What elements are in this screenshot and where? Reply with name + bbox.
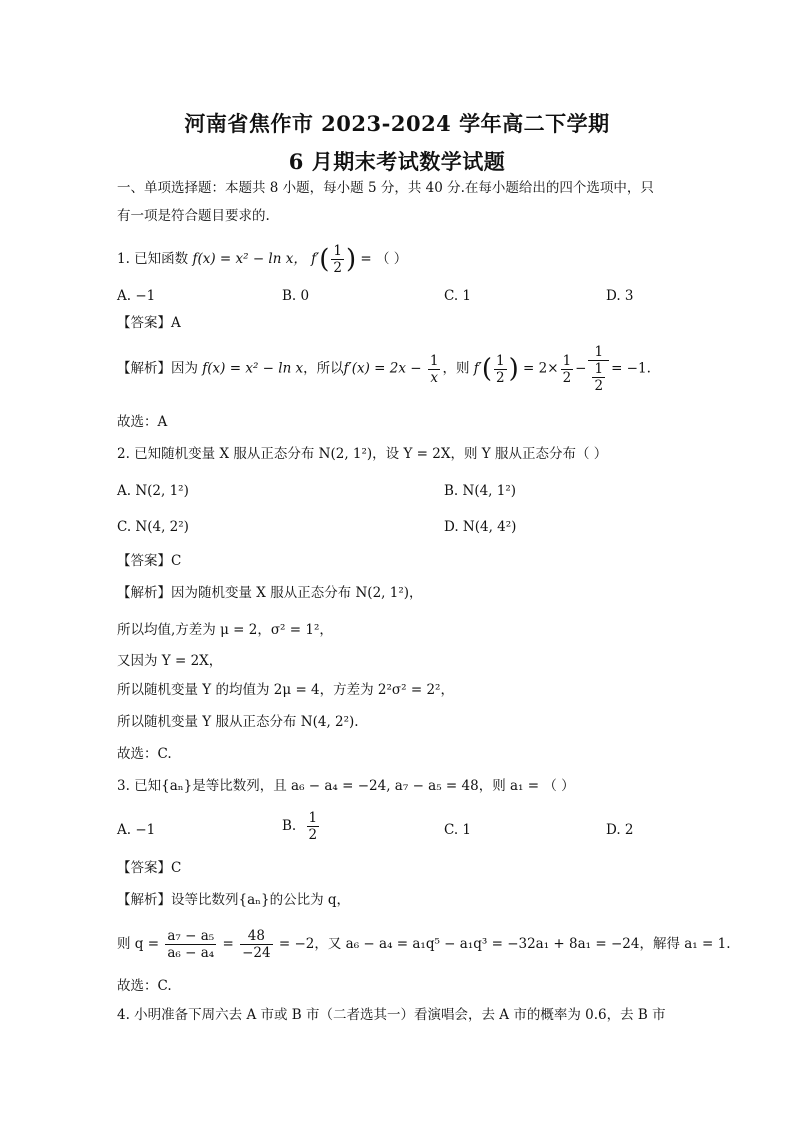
q3-ratio-fraction [165,928,216,961]
q3-analysis-1: 【解析】设等比数列{aₙ}的公比为 q， [117,892,350,908]
fraction-denominator: 2 [308,827,318,843]
q1-stem-pre: 1. 已知函数 [117,251,189,267]
fraction-denominator: 2 [333,260,342,276]
q1-result-a: = 2× [523,360,559,377]
paren-right: ) [508,354,519,384]
q1-result-b: − [575,360,587,377]
q1-analysis-then: ，则 [442,360,470,377]
page-title: 河南省焦作市 2023-2024 学年高二下学期 [184,111,610,136]
paren-left: ( [319,244,330,275]
q3-option-b-fraction [307,810,320,843]
fraction-numerator: 1 [588,344,609,361]
q3-option-d: D. 2 [606,822,634,838]
q2-option-b: B. N(4, 1²) [444,483,517,499]
q4-stem: 4. 小明准备下周六去 A 市或 B 市（二者选其一）看演唱会，去 A 市的概率为 0.6，去 B 市 [117,1007,666,1023]
q3-option-b-label: B. [282,818,297,834]
q3-stem: 3. 已知{aₙ}是等比数列，且 a₆ − a₄ = −24, a₇ − a₅ = 48，则 a₁ = （ ） [117,778,575,794]
inner-fraction [592,361,605,394]
q1-result-c: = −1. [611,360,651,377]
q2-answer: 【答案】C [117,553,182,569]
q1-analysis-fp2: f′ [473,360,482,377]
fraction-numerator: 1 [562,352,572,369]
q2-option-d: D. N(4, 4²) [444,519,517,535]
q3-option-b [282,810,321,843]
q3-analysis-2-post: = −2，又 a₆ − a₄ = a₁q⁵ − a₁q³ = −32a₁ + 8a₁ = −24，解得 a₁ = 1. [278,936,731,952]
q2-option-c: C. N(4, 2²) [117,519,189,535]
paren-right: ) [345,244,357,275]
fraction-numerator: 1 [308,810,318,826]
fraction-numerator: 1 [333,243,342,259]
q3-value-fraction [240,928,273,961]
q1-choose: 故选：A [117,414,168,430]
q1-answer: 【答案】A [117,315,181,331]
q1-analysis-fraction [428,353,441,386]
q1-option-c: C. 1 [444,288,472,304]
fraction-numerator: 1 [496,352,505,369]
q2-stem: 2. 已知随机变量 X 服从正态分布 N(2, 1²)，设 Y = 2X，则 Y 服从正态分布（ ） [117,446,608,462]
q2-option-a: A. N(2, 1²) [117,483,189,499]
q1-nested-fraction [588,344,609,394]
q2-analysis-4: 所以随机变量 Y 的均值为 2μ = 4，方差为 2²σ² = 2²， [117,682,454,698]
q1-analysis-fx: f(x) = x² − ln x [202,360,304,377]
fraction-numerator: 1 [429,352,439,369]
q3-analysis-2-pre: 则 q = [117,936,160,952]
q2-analysis-3: 又因为 Y = 2X， [117,653,223,669]
q3-equals: = [222,936,234,952]
q1-analysis-fp: f′(x) = 2x − [343,360,422,377]
q1-stem-post: = （ ） [360,251,408,267]
q1-analysis-pre: 【解析】因为 [117,360,198,377]
fraction-denominator: 2 [562,369,572,386]
q1-half-fraction-2 [561,353,574,386]
fraction-numerator: a₇ − a₅ [167,928,215,944]
fraction-denominator: a₆ − a₄ [167,945,215,961]
q1-option-b: B. 0 [282,288,310,304]
fraction-denominator: 2 [496,369,505,386]
q1-stem-fp: f′ [311,251,320,267]
q1-stem [117,243,407,276]
q2-analysis-2: 所以均值,方差为 μ = 2，σ² = 1²， [117,622,333,638]
q1-analysis [117,344,651,394]
fraction-numerator: 1 [594,361,604,377]
q1-analysis-mid: ，所以 [303,360,344,377]
section-instructions: 一、单项选择题：本题共 8 小题，每小题 5 分，共 40 分.在每小题给出的四个选项中，只 [117,180,654,196]
paren-left: ( [481,354,492,384]
q1-half-fraction [494,353,507,386]
q1-stem-fx: f(x) = x² − ln x， [192,251,307,267]
page-subtitle: 6 月期末考试数学试题 [288,149,506,174]
q3-answer: 【答案】C [117,860,182,876]
q3-option-a: A. −1 [117,822,156,838]
q3-choose: 故选：C. [117,978,172,994]
section-instructions-cont: 有一项是符合题目要求的. [117,208,270,224]
q1-stem-fraction [331,243,344,276]
q1-option-a: A. −1 [117,288,156,304]
fraction-denominator: x [430,369,438,386]
fraction-denominator: 2 [594,378,604,394]
fraction-denominator: −24 [242,945,271,961]
q3-option-c: C. 1 [444,822,472,838]
fraction-numerator: 48 [240,928,273,945]
q1-option-d: D. 3 [606,288,634,304]
q2-choose: 故选：C. [117,746,172,762]
q3-analysis-2 [117,924,731,964]
fraction-denominator [588,361,609,394]
q2-analysis-5: 所以随机变量 Y 服从正态分布 N(4, 2²). [117,714,359,730]
q2-analysis-1: 【解析】因为随机变量 X 服从正态分布 N(2, 1²)， [117,585,423,601]
